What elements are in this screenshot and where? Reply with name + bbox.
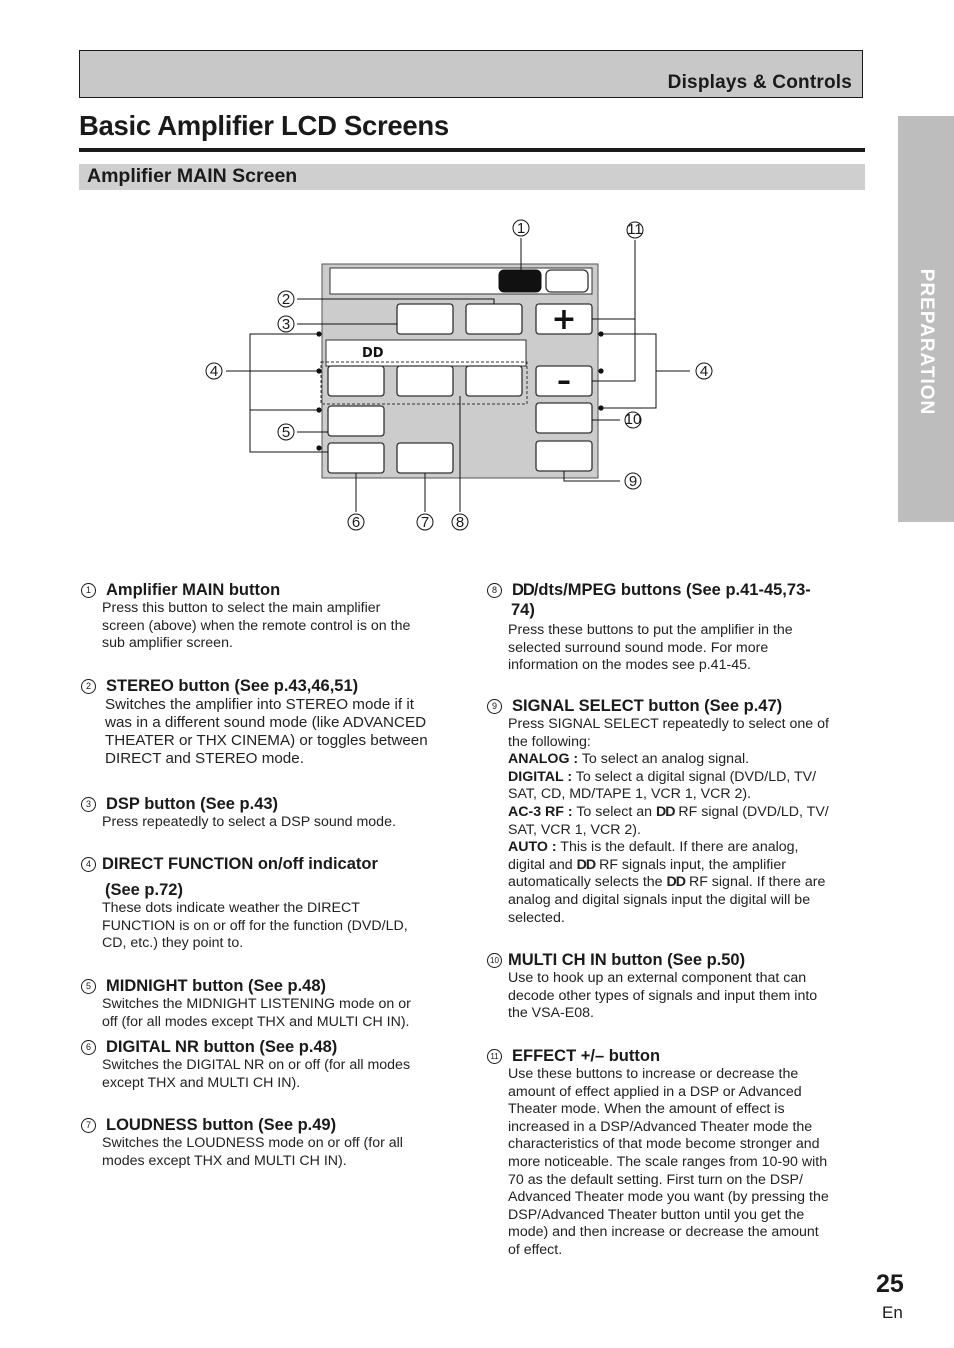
item-7: 7 LOUDNESS button (See p.49) Switches the LOUDNESS mode on or off (for all modes except THX and MULTI CH IN).	[80, 1115, 442, 1170]
subsection-title: Amplifier MAIN Screen	[87, 165, 298, 187]
svg-text:3: 3	[281, 316, 291, 333]
multi-ch-in-button	[536, 403, 592, 433]
signal-select-button	[536, 441, 592, 471]
item-10: 10 MULTI CH IN button (See p.50) Use to hook up an external component that can decode other types of signals and input them into the VSA-E08.	[486, 950, 866, 1023]
dts-button	[397, 366, 453, 396]
svg-text:9: 9	[628, 473, 638, 490]
item-5: 5 MIDNIGHT button (See p.48) Switches the MIDNIGHT LISTENING mode on or off (for all modes except THX and MULTI CH IN).	[80, 976, 442, 1031]
amplifier-main-button	[499, 270, 541, 292]
item-number: 1	[81, 583, 96, 598]
item-11: 11 EFFECT +/– button Use these buttons to increase or decrease the amount of effect applied in a DSP or Advanced Theater mode. When the amount of effect is increased in a DSP/Advanced Theater mode the characteristics of that mode become stronger and more noticeable. The scale ranges from 10-90 with 70 as the default setting. First turn on the DSP/ Advanced Theater mode you want (by pressing the DSP/Advanced Theater button until you get the mode) and then increase or decrease the amount of effect.	[486, 1046, 866, 1260]
svg-text:11: 11	[627, 221, 643, 238]
lcd-screen-diagram	[0, 0, 954, 560]
item-title: /dts/MPEG buttons (See p.41-45,73-	[533, 581, 811, 599]
svg-text:6: 6	[351, 514, 361, 531]
midnight-button	[328, 406, 384, 436]
svg-text:8: 8	[455, 514, 465, 531]
item-title: Amplifier MAIN button	[106, 581, 281, 599]
page-language: En	[882, 1303, 903, 1322]
svg-text:4: 4	[699, 363, 709, 380]
page-title: Basic Amplifier LCD Screens	[79, 110, 449, 141]
item-title: STEREO button (See p.43,46,51)	[106, 677, 359, 695]
item-4: 4 DIRECT FUNCTION on/off indicator (See p.72) These dots indicate weather the DIRECT FUNCTION is on or off for the function (DVD/LD, CD, etc.) they point to.	[80, 854, 442, 953]
item-title: LOUDNESS button (See p.49)	[106, 1116, 337, 1134]
item-1: 1 Amplifier MAIN button Press this button to select the main amplifier screen (above) when the remote control is on the sub amplifier screen.	[80, 580, 442, 653]
svg-text:7: 7	[420, 514, 430, 531]
item-title: MIDNIGHT button (See p.48)	[106, 977, 326, 995]
plus-icon: +	[551, 302, 577, 337]
mpeg-button	[466, 366, 522, 396]
page-number: 25	[876, 1270, 904, 1298]
svg-text:10: 10	[624, 411, 642, 428]
item-title: DSP button (See p.43)	[106, 795, 279, 813]
section-title: Displays & Controls	[667, 72, 852, 93]
svg-text:4: 4	[209, 363, 219, 380]
item-9: 9 SIGNAL SELECT button (See p.47) Press SIGNAL SELECT repeatedly to select one of the following: ANALOG : To select an analog signal. DIGITAL : To select a digital signal (DVD/LD, TV/ SAT, CD, MD/TAPE 1, VCR 1, VCR 2). AC-3 RF : To select an DD RF signal (DVD/LD, TV/ SAT, VCR 1, VCR 2). AUTO : This is the default. If there are analog, digital and DD RF signals input, the amplifier automatically selects the DD RF signal. If there are analog and digital signals input the digital will be selected.	[486, 696, 866, 927]
side-tab-label: PREPARATION	[916, 268, 937, 416]
dolby-icon: DD	[362, 346, 384, 361]
item-title: DIRECT FUNCTION on/off indicator	[102, 855, 378, 873]
item-title: DIGITAL NR button (See p.48)	[106, 1038, 338, 1056]
item-8: 8 DD/dts/MPEG buttons (See p.41-45,73- 74) Press these buttons to put the amplifier in the selected surround sound mode. For more information on the modes see p.41-45.	[486, 580, 866, 675]
loudness-button	[397, 443, 453, 473]
item-3: 3 DSP button (See p.43) Press repeatedly to select a DSP sound mode.	[80, 794, 442, 832]
item-2: 2 STEREO button (See p.43,46,51) Switches the amplifier into STEREO mode if it was in a different sound mode (like ADVANCED THEATER or THX CINEMA) or toggles between DIRECT and STEREO mode.	[80, 676, 442, 768]
item-title: EFFECT +/– button	[512, 1047, 661, 1065]
dolby-button	[328, 366, 384, 396]
minus-icon: –	[557, 364, 571, 397]
svg-text:5: 5	[281, 424, 291, 441]
digital-nr-button	[328, 443, 384, 473]
dolby-icon: DD	[512, 581, 534, 599]
svg-text:1: 1	[516, 220, 526, 237]
item-title: MULTI CH IN button (See p.50)	[508, 951, 746, 969]
item-6: 6 DIGITAL NR button (See p.48) Switches the DIGITAL NR on or off (for all modes except THX and MULTI CH IN).	[80, 1037, 442, 1092]
item-title: SIGNAL SELECT button (See p.47)	[512, 697, 783, 715]
svg-text:2: 2	[281, 291, 291, 308]
dsp-button	[397, 304, 453, 334]
sub-screen-button	[546, 270, 588, 292]
stereo-button	[466, 304, 522, 334]
